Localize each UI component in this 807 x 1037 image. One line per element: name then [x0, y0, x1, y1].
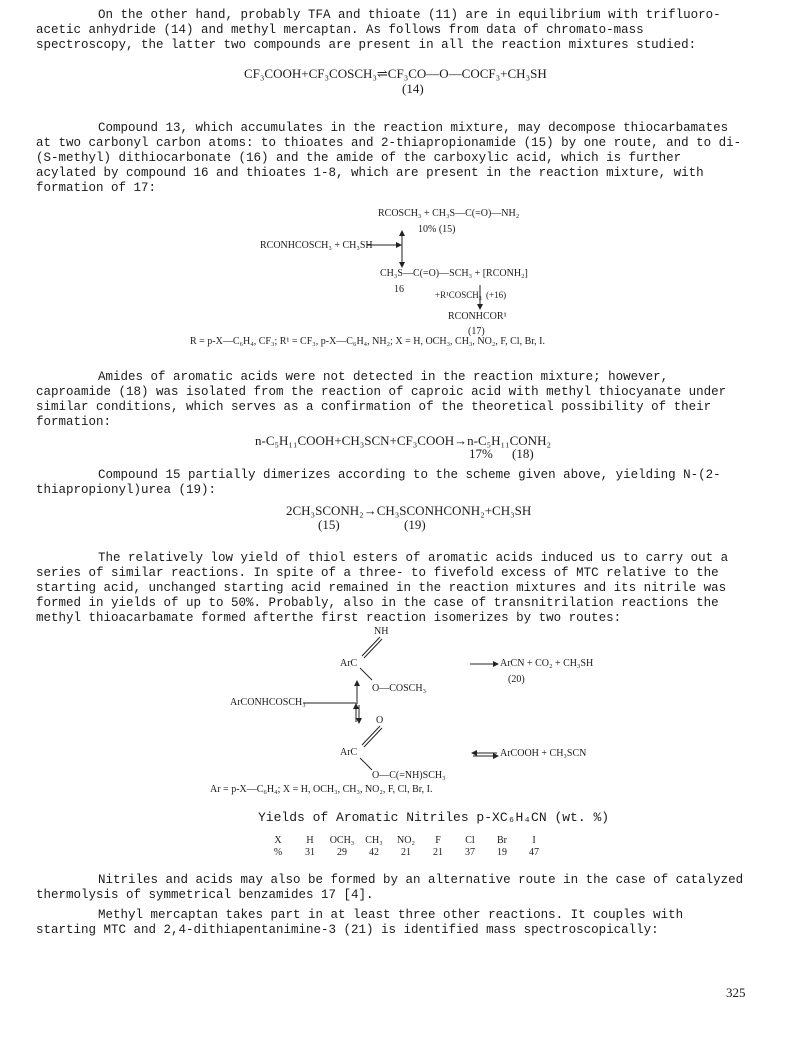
- paragraph-3: Amides of aromatic acids were not detected in the reaction mixture; however, caproamide (18) was isolated from the reaction of caproic acid with methyl thiocyanate under similar conditions, which serves as a confirmation of the theoretical possibility of their formation:: [36, 370, 727, 429]
- scheme2-o: O: [376, 715, 384, 726]
- table-cell: 19: [497, 846, 507, 858]
- equation-3: 2CH₃SCONH₂→CH₃SCONHCONH₂+CH₃SH: [286, 503, 532, 518]
- scheme2-o-c-nh: O—C(=NH)SCH₃: [372, 770, 446, 781]
- scheme1-reagent2: (+16): [486, 290, 507, 300]
- scheme1-reagent: +R¹COSCH₃: [435, 290, 482, 300]
- scheme1-product: RCONHCOR¹: [448, 311, 507, 322]
- table-cell: 31: [305, 846, 315, 858]
- scheme2-arc-bottom: ArC: [340, 747, 358, 758]
- table-header: OCH₃: [329, 834, 355, 846]
- scheme1-bottom: CH₃S—C(=O)—SCH₃ + [RCONH₂]: [380, 268, 528, 279]
- table-row-x: [262, 834, 550, 846]
- table-cell: 29: [337, 846, 347, 858]
- scheme1-product-num: (17): [468, 326, 485, 337]
- yields-table: [262, 834, 550, 858]
- table-header: F: [435, 834, 441, 846]
- scheme2-products-bottom: ArCOOH + CH₃SCN: [500, 748, 587, 759]
- table-caption: Yields of Aromatic Nitriles p-XC₆H₄CN (wt. %): [258, 810, 610, 825]
- table-header: Br: [497, 834, 507, 846]
- equation-2-yield: 17%: [469, 446, 493, 461]
- page-number: 325: [726, 985, 746, 1000]
- scheme2-nh: NH: [374, 626, 389, 637]
- equation-1: CF₃COOH+CF₃COSCH₃⇌CF₃CO—O—COCF₃+CH₃SH: [244, 66, 547, 81]
- scheme1-bottom-num: 16: [394, 284, 404, 295]
- paragraph-5: The relatively low yield of thiol esters of aromatic acids induced us to carry out a series of similar reactions. In spite of a three- to fivefold excess of MTC relative to the starting acid, unchanged starting acid remained in the reaction mixtures and its nitrile was formed in yields of up to 50%. Probably, also in the case of transnitrilation reactions the methyl thioacarbamate formed afterthe first reaction isomerizes by two routes:: [36, 551, 729, 625]
- table-header: I: [532, 834, 536, 846]
- table-header: Cl: [465, 834, 475, 846]
- table-cell: 21: [401, 846, 411, 858]
- scheme2-products-top-num: (20): [508, 674, 525, 685]
- table-row-label: %: [273, 846, 283, 858]
- table-cell: 47: [529, 846, 539, 858]
- paragraph-1: On the other hand, probably TFA and thioate (11) are in equilibrium with trifluoro-acetic anhydride (14) and methyl mercaptan. As follows from data of chromato-mass spectroscopy, the latter two compounds are present in all the reaction mixtures studied:: [36, 8, 721, 52]
- scheme2-products-top: ArCN + CO₂ + CH₃SH: [500, 658, 594, 669]
- paragraph-2: Compound 13, which accumulates in the reaction mixture, may decompose thiocarbamates at two carbonyl carbon atoms: to thioates and 2-thiapropionamide (15) by one route, and to di-(S-methyl) dithiocarbonate (16) and the amide of the carboxylic acid, which is further acylated by compound 16 and thioates 1-8, which are present in the reaction mixture, with formation of 17:: [36, 121, 742, 195]
- equation-1-label: (14): [402, 81, 424, 96]
- table-cell: 37: [465, 846, 475, 858]
- equation-2-label: (18): [512, 446, 534, 461]
- table-row-label: X: [274, 834, 282, 846]
- table-header: CH₃: [365, 834, 383, 846]
- paragraph-4: Compound 15 partially dimerizes according to the scheme given above, yielding N-(2-thiapropionyl)urea (19):: [36, 468, 721, 497]
- scheme1-left: RCONHCOSCH₃ + CH₃SH: [260, 240, 373, 251]
- scheme2-left: ArCONHCOSCH₃: [230, 697, 306, 708]
- scheme2-o-cosch3: O—COSCH₃: [372, 683, 427, 694]
- equation-3-label-15: (15): [318, 517, 340, 532]
- equation-2: n-C₅H₁₁COOH+CH₃SCN+CF₃COOH→n-C₅H₁₁CONH₂: [255, 433, 551, 448]
- table-header: H: [306, 834, 314, 846]
- scheme2-footnote: Ar = p-X—C₆H₄; X = H, OCH₃, CH₃, NO₂, F, Cl, Br, I.: [210, 784, 433, 795]
- scheme2-arc-top: ArC: [340, 658, 358, 669]
- paragraph-7: Methyl mercaptan takes part in at least three other reactions. It couples with starting MTC and 2,4-dithiapentanimine-3 (21) is identified mass spectroscopically:: [36, 908, 684, 937]
- scheme1-footnote: R = p-X—C₆H₄, CF₃; R¹ = CF₃, p-X—C₆H₄, NH₂; X = H, OCH₃, CH₃, NO₂, F, Cl, Br, I.: [190, 336, 545, 347]
- scheme1-top-yield: 10% (15): [418, 224, 456, 235]
- table-cell: 21: [433, 846, 443, 858]
- paragraph-6: Nitriles and acids may also be formed by an alternative route in the case of catalyzed thermolysis of symmetrical benzamides 17 [4].: [36, 873, 744, 902]
- table-header: NO₂: [397, 834, 415, 846]
- equation-3-label-19: (19): [404, 517, 426, 532]
- table-row-pct: [262, 846, 550, 858]
- table-cell: 42: [369, 846, 379, 858]
- scheme1-top: RCOSCH₃ + CH₃S—C(=O)—NH₂: [378, 208, 520, 219]
